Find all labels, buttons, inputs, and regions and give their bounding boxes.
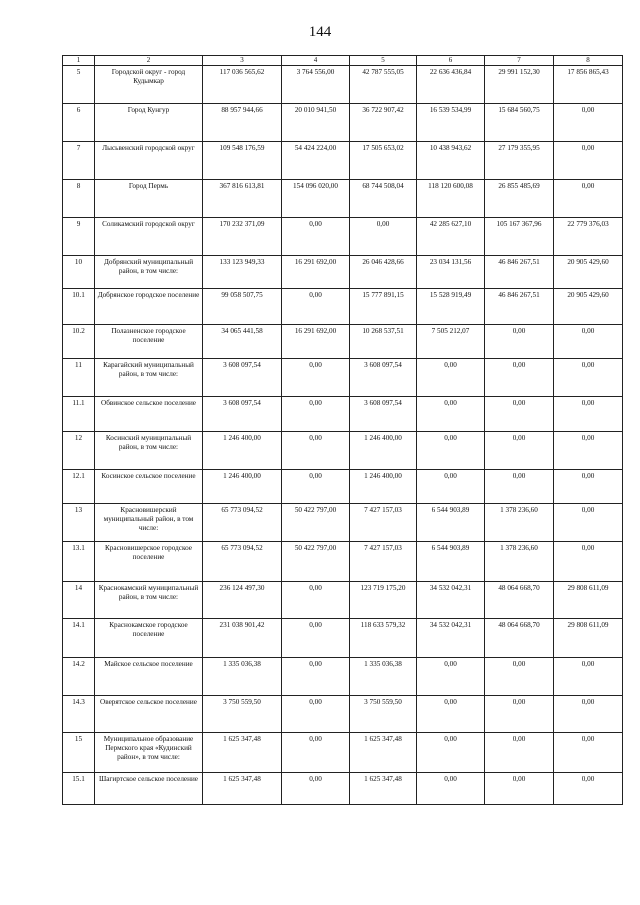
- value-cell-col7: 0,00: [485, 732, 554, 772]
- value-cell-col7: 0,00: [485, 657, 554, 695]
- value-cell-col7: 1 378 236,60: [485, 541, 554, 581]
- row-number-cell: 10: [63, 255, 95, 288]
- value-cell-col7: 0,00: [485, 772, 554, 804]
- municipality-name-cell: Косинское сельское поселение: [95, 469, 203, 503]
- value-cell-col5: 3 750 559,50: [350, 695, 417, 732]
- value-cell-col5: 1 335 036,38: [350, 657, 417, 695]
- value-cell-col6: 42 285 627,10: [417, 217, 485, 255]
- table-row: [63, 541, 623, 581]
- municipality-name-cell: Добрянский муниципальный район, в том числе:: [95, 255, 203, 288]
- value-cell-col5: 10 268 537,51: [350, 324, 417, 358]
- row-number-cell: 12: [63, 431, 95, 469]
- municipality-name-cell: Краснокамский муниципальный район, в том числе:: [95, 581, 203, 618]
- value-cell-col8: 20 905 429,60: [554, 255, 623, 288]
- value-cell-col7: 0,00: [485, 324, 554, 358]
- value-cell-col3: 367 816 613,81: [203, 179, 282, 217]
- row-number-cell: 13.1: [63, 541, 95, 581]
- value-cell-col4: 0,00: [282, 358, 350, 396]
- table-row: [63, 217, 623, 255]
- municipality-name-cell: Майское сельское поселение: [95, 657, 203, 695]
- table-row: [63, 431, 623, 469]
- value-cell-col8: 0,00: [554, 141, 623, 179]
- municipality-name-cell: Краснокамское городское поселение: [95, 618, 203, 657]
- header-cell: 3: [203, 56, 282, 66]
- value-cell-col5: 42 787 555,05: [350, 65, 417, 103]
- value-cell-col7: 1 378 236,60: [485, 503, 554, 541]
- value-cell-col7: 15 684 560,75: [485, 103, 554, 141]
- value-cell-col4: 154 096 020,00: [282, 179, 350, 217]
- table-row: [63, 358, 623, 396]
- value-cell-col8: 0,00: [554, 396, 623, 431]
- value-cell-col8: 0,00: [554, 657, 623, 695]
- value-cell-col8: 0,00: [554, 179, 623, 217]
- value-cell-col4: 0,00: [282, 618, 350, 657]
- table-row: [63, 772, 623, 804]
- municipality-name-cell: Лысьвенский городской округ: [95, 141, 203, 179]
- value-cell-col8: 0,00: [554, 358, 623, 396]
- municipality-name-cell: Обвинское сельское поселение: [95, 396, 203, 431]
- data-table: [62, 55, 623, 805]
- row-number-cell: 8: [63, 179, 95, 217]
- value-cell-col5: 1 246 400,00: [350, 431, 417, 469]
- table-row: [63, 288, 623, 324]
- value-cell-col6: 10 438 943,62: [417, 141, 485, 179]
- row-number-cell: 10.2: [63, 324, 95, 358]
- municipality-name-cell: Город Кунгур: [95, 103, 203, 141]
- value-cell-col6: 0,00: [417, 358, 485, 396]
- value-cell-col7: 0,00: [485, 431, 554, 469]
- value-cell-col4: 0,00: [282, 217, 350, 255]
- value-cell-col3: 3 750 559,50: [203, 695, 282, 732]
- municipality-name-cell: Красновишерский муниципальный район, в том числе:: [95, 503, 203, 541]
- value-cell-col6: 118 120 600,08: [417, 179, 485, 217]
- header-cell: 4: [282, 56, 350, 66]
- value-cell-col5: 1 625 347,48: [350, 732, 417, 772]
- value-cell-col5: 123 719 175,20: [350, 581, 417, 618]
- table-row: [63, 179, 623, 217]
- table-row: [63, 103, 623, 141]
- value-cell-col7: 0,00: [485, 358, 554, 396]
- value-cell-col8: 0,00: [554, 469, 623, 503]
- row-number-cell: 7: [63, 141, 95, 179]
- value-cell-col3: 1 246 400,00: [203, 431, 282, 469]
- header-row: [63, 56, 623, 66]
- value-cell-col8: 0,00: [554, 503, 623, 541]
- value-cell-col4: 50 422 797,00: [282, 541, 350, 581]
- value-cell-col6: 0,00: [417, 772, 485, 804]
- table-row: [63, 581, 623, 618]
- row-number-cell: 5: [63, 65, 95, 103]
- value-cell-col8: 0,00: [554, 695, 623, 732]
- value-cell-col8: 0,00: [554, 541, 623, 581]
- municipality-name-cell: Добрянское городское поселение: [95, 288, 203, 324]
- municipality-name-cell: Город Пермь: [95, 179, 203, 217]
- header-cell: 8: [554, 56, 623, 66]
- value-cell-col6: 0,00: [417, 732, 485, 772]
- value-cell-col6: 6 544 903,89: [417, 541, 485, 581]
- value-cell-col4: 16 291 692,00: [282, 324, 350, 358]
- value-cell-col7: 105 167 367,96: [485, 217, 554, 255]
- row-number-cell: 6: [63, 103, 95, 141]
- header-cell: 5: [350, 56, 417, 66]
- value-cell-col5: 15 777 891,15: [350, 288, 417, 324]
- value-cell-col7: 29 991 152,30: [485, 65, 554, 103]
- municipality-name-cell: Соликамский городской округ: [95, 217, 203, 255]
- value-cell-col6: 15 528 919,49: [417, 288, 485, 324]
- municipality-name-cell: Шагиртское сельское поселение: [95, 772, 203, 804]
- value-cell-col5: 26 046 428,66: [350, 255, 417, 288]
- header-cell: 1: [63, 56, 95, 66]
- value-cell-col5: 1 246 400,00: [350, 469, 417, 503]
- row-number-cell: 15: [63, 732, 95, 772]
- value-cell-col7: 0,00: [485, 396, 554, 431]
- value-cell-col3: 231 038 901,42: [203, 618, 282, 657]
- value-cell-col8: 0,00: [554, 103, 623, 141]
- value-cell-col8: 17 856 865,43: [554, 65, 623, 103]
- value-cell-col6: 6 544 903,89: [417, 503, 485, 541]
- value-cell-col3: 133 123 949,33: [203, 255, 282, 288]
- row-number-cell: 14.3: [63, 695, 95, 732]
- header-cell: 2: [95, 56, 203, 66]
- municipality-name-cell: Карагайский муниципальный район, в том числе:: [95, 358, 203, 396]
- table-row: [63, 732, 623, 772]
- municipality-name-cell: Городской округ - город Кудымкар: [95, 65, 203, 103]
- value-cell-col3: 236 124 497,30: [203, 581, 282, 618]
- value-cell-col5: 3 608 097,54: [350, 396, 417, 431]
- value-cell-col8: 29 808 611,09: [554, 581, 623, 618]
- municipality-name-cell: Муниципальное образование Пермского края «Кудинский район», в том числе:: [95, 732, 203, 772]
- table-row: [63, 695, 623, 732]
- row-number-cell: 11: [63, 358, 95, 396]
- value-cell-col3: 1 335 036,38: [203, 657, 282, 695]
- municipality-name-cell: Полазненское городское поселение: [95, 324, 203, 358]
- value-cell-col7: 0,00: [485, 695, 554, 732]
- table-row: [63, 65, 623, 103]
- value-cell-col7: 48 064 668,70: [485, 618, 554, 657]
- value-cell-col8: 29 808 611,09: [554, 618, 623, 657]
- value-cell-col4: 16 291 692,00: [282, 255, 350, 288]
- value-cell-col4: 0,00: [282, 581, 350, 618]
- value-cell-col6: 0,00: [417, 657, 485, 695]
- value-cell-col3: 109 548 176,59: [203, 141, 282, 179]
- table-row: [63, 324, 623, 358]
- value-cell-col8: 0,00: [554, 431, 623, 469]
- value-cell-col6: 22 636 436,84: [417, 65, 485, 103]
- value-cell-col3: 65 773 094,52: [203, 541, 282, 581]
- table-row: [63, 396, 623, 431]
- row-number-cell: 14.2: [63, 657, 95, 695]
- value-cell-col4: 0,00: [282, 469, 350, 503]
- row-number-cell: 12.1: [63, 469, 95, 503]
- value-cell-col5: 0,00: [350, 217, 417, 255]
- value-cell-col4: 0,00: [282, 772, 350, 804]
- value-cell-col5: 7 427 157,03: [350, 503, 417, 541]
- value-cell-col7: 0,00: [485, 469, 554, 503]
- value-cell-col5: 118 633 579,32: [350, 618, 417, 657]
- value-cell-col8: 0,00: [554, 772, 623, 804]
- value-cell-col4: 0,00: [282, 657, 350, 695]
- row-number-cell: 13: [63, 503, 95, 541]
- value-cell-col5: 68 744 508,04: [350, 179, 417, 217]
- value-cell-col7: 48 064 668,70: [485, 581, 554, 618]
- row-number-cell: 15.1: [63, 772, 95, 804]
- value-cell-col8: 0,00: [554, 732, 623, 772]
- value-cell-col6: 34 532 042,31: [417, 618, 485, 657]
- value-cell-col6: 0,00: [417, 396, 485, 431]
- table-row: [63, 255, 623, 288]
- value-cell-col4: 0,00: [282, 431, 350, 469]
- value-cell-col4: 0,00: [282, 732, 350, 772]
- table-row: [63, 503, 623, 541]
- value-cell-col7: 27 179 355,95: [485, 141, 554, 179]
- table-row: [63, 141, 623, 179]
- value-cell-col6: 16 539 534,99: [417, 103, 485, 141]
- value-cell-col5: 7 427 157,03: [350, 541, 417, 581]
- municipality-name-cell: Красновишерское городское поселение: [95, 541, 203, 581]
- value-cell-col7: 26 855 485,69: [485, 179, 554, 217]
- value-cell-col3: 88 957 944,66: [203, 103, 282, 141]
- row-number-cell: 11.1: [63, 396, 95, 431]
- row-number-cell: 14.1: [63, 618, 95, 657]
- value-cell-col5: 3 608 097,54: [350, 358, 417, 396]
- value-cell-col6: 0,00: [417, 469, 485, 503]
- value-cell-col6: 0,00: [417, 431, 485, 469]
- value-cell-col6: 0,00: [417, 695, 485, 732]
- header-cell: 7: [485, 56, 554, 66]
- value-cell-col5: 17 505 653,02: [350, 141, 417, 179]
- value-cell-col3: 3 608 097,54: [203, 396, 282, 431]
- value-cell-col5: 36 722 907,42: [350, 103, 417, 141]
- value-cell-col8: 22 779 376,03: [554, 217, 623, 255]
- value-cell-col4: 54 424 224,00: [282, 141, 350, 179]
- table-row: [63, 657, 623, 695]
- value-cell-col3: 65 773 094,52: [203, 503, 282, 541]
- value-cell-col3: 1 246 400,00: [203, 469, 282, 503]
- value-cell-col7: 46 846 267,51: [485, 288, 554, 324]
- row-number-cell: 9: [63, 217, 95, 255]
- table-row: [63, 469, 623, 503]
- row-number-cell: 14: [63, 581, 95, 618]
- header-cell: 6: [417, 56, 485, 66]
- value-cell-col3: 99 058 507,75: [203, 288, 282, 324]
- value-cell-col5: 1 625 347,48: [350, 772, 417, 804]
- value-cell-col3: 1 625 347,48: [203, 732, 282, 772]
- value-cell-col4: 20 010 941,50: [282, 103, 350, 141]
- value-cell-col3: 117 036 565,62: [203, 65, 282, 103]
- municipality-name-cell: Оверятское сельское поселение: [95, 695, 203, 732]
- value-cell-col6: 7 505 212,07: [417, 324, 485, 358]
- value-cell-col3: 170 232 371,09: [203, 217, 282, 255]
- value-cell-col4: 0,00: [282, 695, 350, 732]
- value-cell-col3: 3 608 097,54: [203, 358, 282, 396]
- value-cell-col6: 23 034 131,56: [417, 255, 485, 288]
- value-cell-col8: 0,00: [554, 324, 623, 358]
- value-cell-col4: 0,00: [282, 288, 350, 324]
- value-cell-col7: 46 846 267,51: [485, 255, 554, 288]
- municipality-name-cell: Косинский муниципальный район, в том числе:: [95, 431, 203, 469]
- row-number-cell: 10.1: [63, 288, 95, 324]
- value-cell-col4: 0,00: [282, 396, 350, 431]
- value-cell-col4: 50 422 797,00: [282, 503, 350, 541]
- table-row: [63, 618, 623, 657]
- page-number: 144: [308, 24, 332, 40]
- value-cell-col6: 34 532 042,31: [417, 581, 485, 618]
- value-cell-col3: 34 065 441,58: [203, 324, 282, 358]
- value-cell-col3: 1 625 347,48: [203, 772, 282, 804]
- value-cell-col4: 3 764 556,00: [282, 65, 350, 103]
- value-cell-col8: 20 905 429,60: [554, 288, 623, 324]
